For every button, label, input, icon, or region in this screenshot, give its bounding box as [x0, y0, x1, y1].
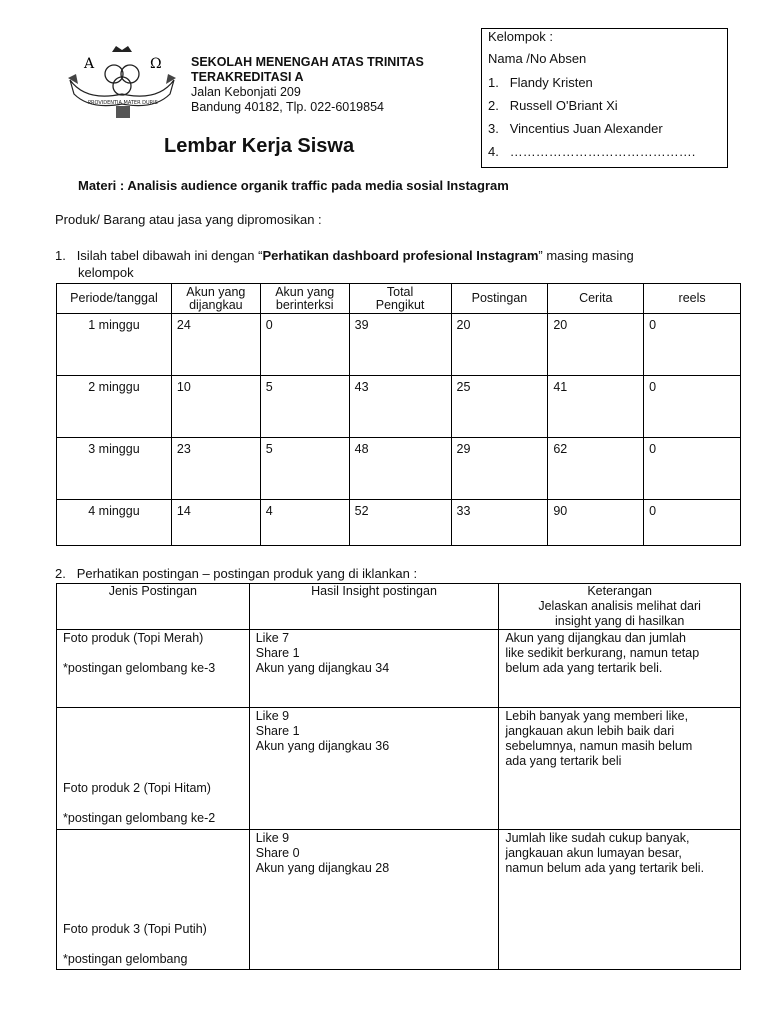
table-cell: 24: [171, 314, 260, 376]
group-box: [481, 28, 728, 168]
group-heading: Kelompok :: [488, 29, 554, 44]
table-cell: 1 minggu: [57, 314, 172, 376]
table-cell: 43: [349, 376, 451, 438]
table-cell: 62: [548, 438, 644, 500]
member-name: Flandy Kristen: [509, 75, 593, 90]
table-row: [57, 376, 741, 438]
posting-table: [56, 583, 741, 970]
table-cell: 39: [349, 314, 451, 376]
col-header: Periode/tanggal: [57, 284, 172, 314]
keterangan-cell: Jumlah like sudah cukup banyak, jangkauan akun lumayan besar, namun belum ada yang tertarik beli.: [499, 830, 741, 970]
product-line: Produk/ Barang atau jasa yang dipromosikan :: [55, 212, 322, 227]
table-cell: 20: [451, 314, 548, 376]
group-member: 3. Vincentius Juan Alexander: [488, 121, 663, 136]
table-cell: 0: [644, 376, 741, 438]
table-cell: 41: [548, 376, 644, 438]
table-cell: 52: [349, 500, 451, 546]
table-row: [57, 500, 741, 546]
school-city-phone: Bandung 40182, Tlp. 022-6019854: [191, 100, 384, 114]
table-cell: 0: [260, 314, 349, 376]
table-cell: 0: [644, 500, 741, 546]
instruction-2: 2. Perhatikan postingan – postingan produk yang di iklankan :: [55, 566, 418, 581]
table-cell: 14: [171, 500, 260, 546]
hasil-cell: Like 9 Share 1 Akun yang dijangkau 36: [249, 708, 499, 830]
school-header: [191, 55, 424, 115]
jenis-cell: Foto produk 3 (Topi Putih) *postingan gelombang: [57, 830, 250, 970]
table-cell: 3 minggu: [57, 438, 172, 500]
insight-table: [56, 283, 741, 546]
table-cell: 33: [451, 500, 548, 546]
table-cell: 4 minggu: [57, 500, 172, 546]
col-header: Jenis Postingan: [57, 584, 250, 630]
table-cell: 20: [548, 314, 644, 376]
col-header: Akun yang berinterksi: [260, 284, 349, 314]
table-cell: 29: [451, 438, 548, 500]
materi-line: Materi : Analisis audience organik traffic pada media sosial Instagram: [78, 178, 509, 193]
table-header-row: [57, 284, 741, 314]
member-name: …………………………………….: [509, 144, 696, 159]
col-header: reels: [644, 284, 741, 314]
table-cell: 10: [171, 376, 260, 438]
table-header-row: [57, 584, 741, 630]
jenis-cell: Foto produk (Topi Merah) *postingan gelombang ke-3: [57, 630, 250, 708]
member-name: Vincentius Juan Alexander: [509, 121, 663, 136]
col-header: Postingan: [451, 284, 548, 314]
table-cell: 5: [260, 376, 349, 438]
svg-text:Ω: Ω: [150, 56, 162, 72]
keterangan-cell: Akun yang dijangkau dan jumlah like sedikit berkurang, namun tetap belum ada yang tertarik beli.: [499, 630, 741, 708]
svg-text:Α: Α: [84, 56, 95, 72]
table-row: [57, 708, 741, 830]
group-subheading: Nama /No Absen: [488, 51, 587, 66]
table-cell: 25: [451, 376, 548, 438]
page-title: Lembar Kerja Siswa: [164, 135, 355, 157]
table-cell: 0: [644, 438, 741, 500]
jenis-cell: Foto produk 2 (Topi Hitam) *postingan gelombang ke-2: [57, 708, 250, 830]
school-accreditation: TERAKREDITASI A: [191, 70, 304, 84]
table-cell: 2 minggu: [57, 376, 172, 438]
table-cell: 23: [171, 438, 260, 500]
school-logo: [66, 44, 178, 122]
group-member: 1. Flandy Kristen: [488, 75, 593, 90]
table-row: [57, 314, 741, 376]
table-cell: 5: [260, 438, 349, 500]
col-header: Keterangan Jelaskan analisis melihat dari insight yang di hasilkan: [499, 584, 741, 630]
table-cell: 48: [349, 438, 451, 500]
hasil-cell: Like 7 Share 1 Akun yang dijangkau 34: [249, 630, 499, 708]
school-address: Jalan Kebonjati 209: [191, 85, 301, 99]
col-header: Total Pengikut: [349, 284, 451, 314]
keterangan-cell: Lebih banyak yang memberi like, jangkauan akun lebih baik dari sebelumnya, namun masih belum ada yang tertarik beli: [499, 708, 741, 830]
table-row: [57, 830, 741, 970]
group-member: 2. Russell O'Briant Xi: [488, 98, 618, 113]
member-name: Russell O'Briant Xi: [509, 98, 618, 113]
col-header: Cerita: [548, 284, 644, 314]
svg-text:PROVIDENTIA MATER DURIS: PROVIDENTIA MATER DURIS: [88, 100, 158, 106]
table-row: [57, 630, 741, 708]
col-header: Akun yang dijangkau: [171, 284, 260, 314]
col-header: Hasil Insight postingan: [249, 584, 499, 630]
table-cell: 90: [548, 500, 644, 546]
table-row: [57, 438, 741, 500]
school-name: SEKOLAH MENENGAH ATAS TRINITAS: [191, 55, 424, 69]
instruction-1: 1. Isilah tabel dibawah ini dengan “Perhatikan dashboard profesional Instagram” masing masing: [55, 248, 634, 263]
instruction-1-cont: kelompok: [78, 265, 134, 280]
table-cell: 0: [644, 314, 741, 376]
table-cell: 4: [260, 500, 349, 546]
hasil-cell: Like 9 Share 0 Akun yang dijangkau 28: [249, 830, 499, 970]
group-member: 4. …………………………………….: [488, 144, 696, 159]
